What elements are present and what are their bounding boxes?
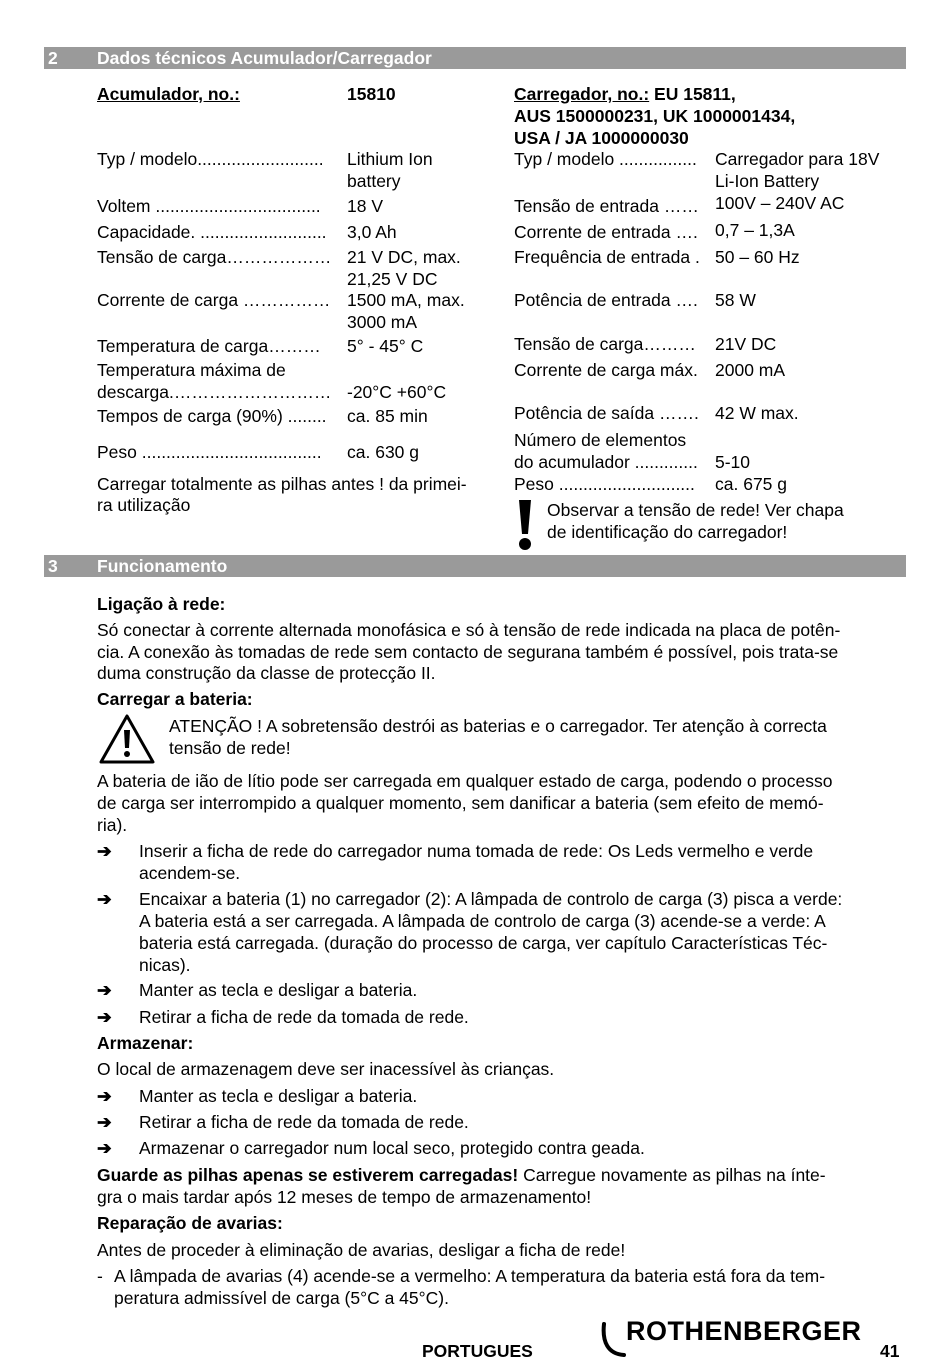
- charger-heading-value: EU 15811,: [649, 84, 736, 104]
- storage-heading: Armazenar:: [97, 1033, 194, 1053]
- attention-text: ATENÇÃO ! A sobretensão destrói as baterias e o carregador. Ter atenção à correcta: [169, 716, 827, 736]
- exclamation-icon: [515, 498, 535, 552]
- section-header-operation: [44, 555, 906, 577]
- charger-warning: Observar a tensão de rede! Ver chapa: [547, 500, 844, 520]
- step-text: nicas).: [139, 955, 191, 975]
- spec-label: Temperatura máxima de: [97, 360, 286, 380]
- arrow-icon: ➔: [97, 841, 112, 861]
- step-text: Encaixar a bateria (1) no carregador (2): A lâmpada de controlo de carga (3) pisca a verde:: [139, 889, 843, 909]
- spec-value: ca. 630 g: [347, 442, 419, 462]
- spec-value: 5° - 45° C: [347, 336, 424, 356]
- step-text: A bateria está a ser carregada. A lâmpada de controlo de carga (3) acende-se a verde: A: [139, 911, 826, 931]
- step-text: Armazenar o carregador num local seco, protegido contra geada.: [139, 1138, 645, 1158]
- arrow-icon: ➔: [97, 1086, 112, 1106]
- spec-value: 58 W: [715, 290, 756, 310]
- spec-label: Peso .....................................: [97, 442, 322, 462]
- charger-heading-label: Carregador, no.:: [514, 84, 650, 104]
- spec-label: Número de elementos: [514, 430, 687, 450]
- footer-logo: ROTHENBERGER: [626, 1316, 862, 1346]
- step-text: Manter as tecla e desligar a bateria.: [139, 1086, 418, 1106]
- charger-warning: de identificação do carregador!: [547, 522, 788, 542]
- body-text: O local de armazenagem deve ser inacessível às crianças.: [97, 1059, 555, 1079]
- spec-label: do acumulador .............: [514, 452, 698, 472]
- repair-heading: Reparação de avarias:: [97, 1213, 283, 1233]
- spec-value: -20°C +60°C: [347, 382, 447, 402]
- spec-value: 21,25 V DC: [347, 269, 438, 289]
- arrow-icon: ➔: [97, 1007, 112, 1027]
- repair-item: peratura admissível de carga (5°C a 45°C).: [114, 1288, 449, 1308]
- attention-text: tensão de rede!: [169, 738, 291, 758]
- spec-value: ca. 675 g: [715, 474, 787, 494]
- spec-value: 2000 mA: [715, 360, 786, 380]
- step-text: Manter as tecla e desligar a bateria.: [139, 980, 418, 1000]
- step-text: Inserir a ficha de rede do carregador numa tomada de rede: Os Leds vermelho e verde: [139, 841, 814, 861]
- section-title: Funcionamento: [97, 556, 228, 576]
- arrow-icon: ➔: [97, 1112, 112, 1132]
- store-note: gra o mais tardar após 12 meses de tempo de armazenamento!: [97, 1187, 592, 1207]
- spec-label: Tensão de carga………: [514, 334, 696, 354]
- arrow-icon: ➔: [97, 889, 112, 909]
- spec-value: 3,0 Ah: [347, 222, 397, 242]
- spec-value: 5-10: [715, 452, 751, 472]
- step-text: acendem-se.: [139, 863, 241, 883]
- spec-value: Carregador para 18V: [715, 149, 880, 169]
- section-header-technical-data: [44, 47, 906, 69]
- spec-value: 50 – 60 Hz: [715, 247, 800, 267]
- section-number: 3: [48, 556, 58, 576]
- spec-value: 18 V: [347, 196, 383, 216]
- spec-label: Corrente de carga ……………: [97, 290, 331, 310]
- spec-value: 100V – 240V AC: [715, 193, 845, 213]
- spec-label: Typ / modelo ................: [514, 149, 697, 169]
- spec-value: Li-Ion Battery: [715, 171, 820, 191]
- body-text: A bateria de ião de lítio pode ser carregada em qualquer estado de carga, podendo o processo: [97, 771, 833, 791]
- store-note-bold: Guarde as pilhas apenas se estiverem carregadas!: [97, 1165, 519, 1185]
- arrow-icon: ➔: [97, 1138, 112, 1158]
- store-note: [97, 1164, 826, 1186]
- footer-language: PORTUGUES: [422, 1341, 533, 1361]
- spec-value: 21 V DC, max.: [347, 247, 461, 267]
- spec-label: Capacidade. ..........................: [97, 222, 327, 242]
- spec-label: Tensão de carga………………: [97, 247, 332, 267]
- spec-label: Peso ............................: [514, 474, 695, 494]
- spec-label: Corrente de entrada ….: [514, 222, 698, 242]
- body-text: Antes de proceder à eliminação de avarias, desligar a ficha de rede!: [97, 1240, 626, 1260]
- spec-value: Lithium Ion: [347, 149, 433, 169]
- spec-value: 21V DC: [715, 334, 777, 354]
- spec-value: 1500 mA, max.: [347, 290, 465, 310]
- charger-heading: [514, 83, 736, 105]
- spec-label: Corrente de carga máx.: [514, 360, 698, 380]
- body-text: Só conectar à corrente alternada monofásica e só à tensão de rede indicada na placa de potên-: [97, 620, 841, 640]
- battery-note: Carregar totalmente as pilhas antes ! da primei-: [97, 474, 467, 494]
- body-text: ria).: [97, 815, 128, 835]
- section-title: Dados técnicos Acumulador/Carregador: [97, 48, 432, 68]
- spec-label: Potência de entrada ….: [514, 290, 698, 310]
- body-text: cia. A conexão às tomadas de rede sem contacto de segurana também é possível, pois trata-se: [97, 642, 839, 662]
- spec-value: 42 W max.: [715, 403, 799, 423]
- section-number: 2: [48, 48, 58, 68]
- mains-heading: Ligação à rede:: [97, 594, 226, 614]
- spec-value: battery: [347, 171, 401, 191]
- spec-label: Voltem ..................................: [97, 196, 321, 216]
- body-text: de carga ser interrompido a qualquer momento, sem danificar a bateria (sem efeito de memó-: [97, 793, 824, 813]
- step-text: Retirar a ficha de rede da tomada de rede.: [139, 1007, 469, 1027]
- arrow-icon: ➔: [97, 980, 112, 1000]
- page-number: 41: [880, 1341, 900, 1361]
- spec-label: Typ / modelo..........................: [97, 149, 324, 169]
- repair-item: A lâmpada de avarias (4) acende-se a vermelho: A temperatura da bateria está fora da tem-: [114, 1266, 826, 1286]
- spec-label: Tensão de entrada ……: [514, 196, 699, 216]
- spec-label: descarga.………………………: [97, 382, 332, 402]
- battery-heading-label: Acumulador, no.:: [97, 84, 240, 104]
- warning-triangle-icon: [98, 713, 156, 765]
- spec-label: Tempos de carga (90%) ........: [97, 406, 327, 426]
- body-text: duma construção da classe de protecção II.: [97, 663, 436, 683]
- step-text: bateria está carregada. (duração do processo de carga, ver capítulo Características Téc-: [139, 933, 828, 953]
- spec-label: Potência de saída …….: [514, 403, 699, 423]
- rothenberger-logo-swoosh: [600, 1322, 626, 1358]
- spec-label: Temperatura de carga………: [97, 336, 321, 356]
- spec-label: Frequência de entrada .: [514, 247, 700, 267]
- spec-value: 3000 mA: [347, 312, 418, 332]
- battery-heading-value: 15810: [347, 84, 396, 104]
- step-text: Retirar a ficha de rede da tomada de rede.: [139, 1112, 469, 1132]
- spec-value: 0,7 – 1,3A: [715, 220, 795, 240]
- dash-bullet: -: [97, 1266, 103, 1286]
- charger-heading-line: USA / JA 1000000030: [514, 128, 689, 148]
- spec-value: ca. 85 min: [347, 406, 428, 426]
- charge-heading: Carregar a bateria:: [97, 689, 253, 709]
- charger-heading-line: AUS 1500000231, UK 1000001434,: [514, 106, 796, 126]
- battery-note: ra utilização: [97, 495, 191, 515]
- store-note-rest: Carregue novamente as pilhas na ínte-: [518, 1165, 826, 1185]
